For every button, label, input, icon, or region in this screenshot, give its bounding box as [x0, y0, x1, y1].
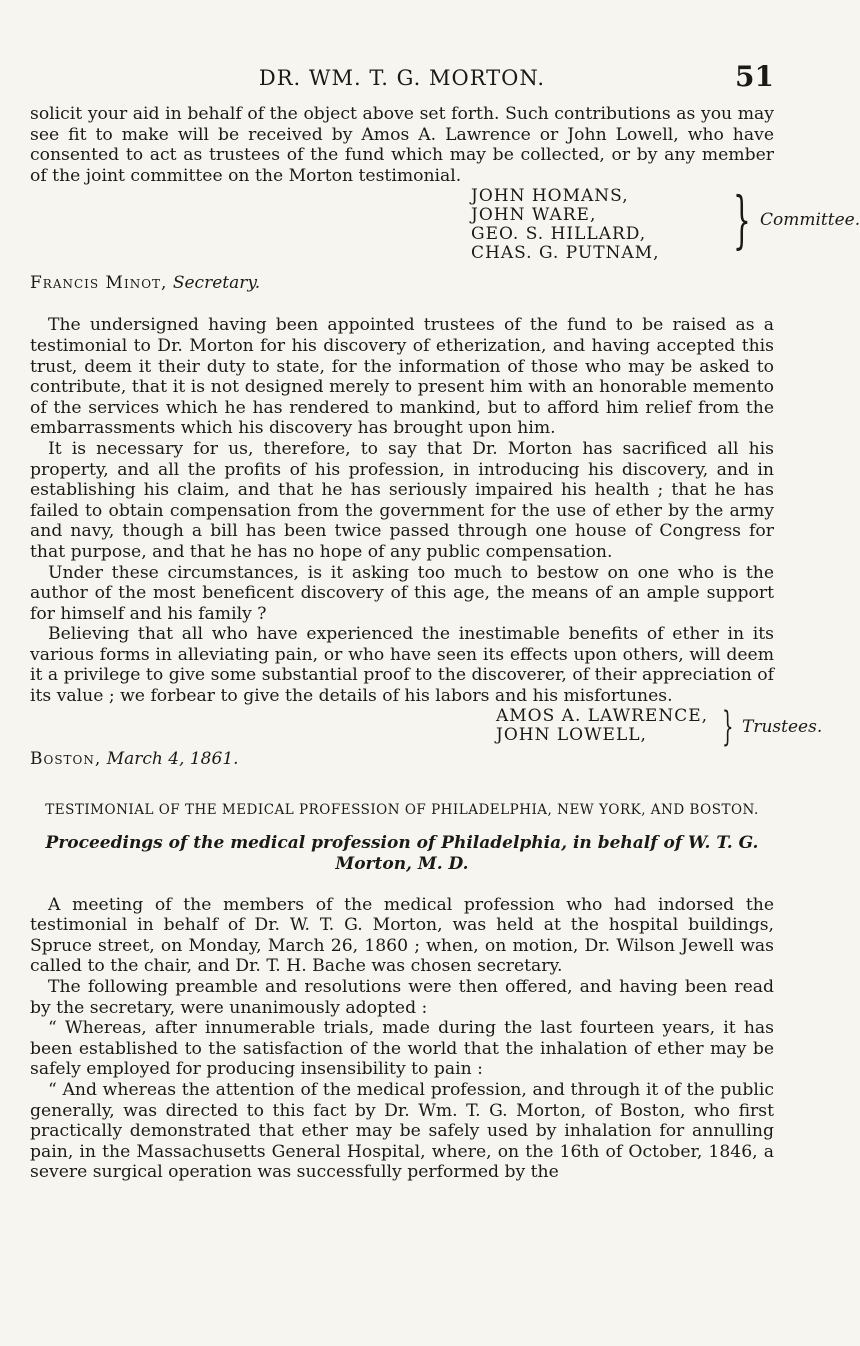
- proceedings-title: Proceedings of the medical profession of Philadelphia, in behalf of W. T. G. Morton, M. D.: [45, 832, 759, 874]
- secretary-name: Francis Minot,: [30, 273, 168, 294]
- committee-member: GEO. S. HILLARD,: [471, 224, 647, 245]
- dateline-place: Boston,: [30, 748, 102, 769]
- running-head-title: DR. WM. T. G. MORTON.: [258, 66, 546, 90]
- section-heading: TESTIMONIAL OF THE MEDICAL PROFESSION OF PHILADELPHIA, NEW YORK, AND BOSTON.: [45, 801, 759, 818]
- committee-member: JOHN WARE,: [471, 205, 597, 226]
- trustees-signature: [30, 703, 823, 750]
- trustees-brace: }: [722, 703, 734, 750]
- secretary-line: [30, 273, 774, 293]
- meeting-paragraph: “ And whereas the attention of the medical profession, and through it of the public generally, was directed to this fact by Dr. Wm. T. G. Morton, of Boston, who first practically demonstrated that ether may be safely used by inhalation for annulling pain, in the Massachusetts General Hospital, where, on the 16th of October, 1846, a severe surgical operation was successfully performed by the: [30, 1080, 774, 1183]
- trustees-paragraph: It is necessary for us, therefore, to say that Dr. Morton has sacrificed all his property, and all the profits of his profession, in introducing his discovery, and in establishing his claim, and that he has seriously impaired his health ; that he has failed to obtain compensation from the government for the use of ether by the army and navy, though a bill has been twice passed through one house of Congress for that purpose, and that he has no hope of any public compensation.: [30, 438, 774, 562]
- trustees-role: Trustees.: [742, 716, 823, 737]
- committee-signature: [30, 183, 860, 271]
- meeting-paragraph: A meeting of the members of the medical profession who had indorsed the testimonial in behalf of Dr. W. T. G. Morton, was held at the hospital buildings, Spruce street, on Monday, March 26, 1860 ; when, on motion, Dr. Wilson Jewell was called to the chair, and Dr. T. H. Bache was chosen secretary.: [30, 894, 774, 977]
- meeting-paragraph: “ Whereas, after innumerable trials, made during the last fourteen years, it has been established to the satisfaction of the world that the inhalation of ether may be safely employed for producing insensibility to pain :: [30, 1018, 774, 1080]
- committee-member: CHAS. G. PUTNAM,: [471, 243, 660, 264]
- trustee-name: JOHN LOWELL,: [496, 724, 647, 745]
- trustees-paragraph: The undersigned having been appointed trustees of the fund to be raised as a testimonial to Dr. Morton for his discovery of etherization, and having accepted this trust, deem it their duty to state, for the information of those who may be asked to contribute, that it is not designed merely to present him with an honorable memento of the services which he has rendered to mankind, but to afford him relief from the embarrassments which his discovery has brought upon him.: [30, 315, 774, 439]
- trustees-paragraph: Under these circumstances, is it asking too much to bestow on one who is the author of the most beneficent discovery of this age, the means of an ample support for himself and his family ?: [30, 562, 774, 624]
- committee-role: Committee.: [760, 210, 860, 231]
- dateline: [30, 749, 774, 769]
- trustee-names: [496, 707, 708, 745]
- dateline-date: March 4, 1861.: [106, 748, 239, 769]
- committee-member: JOHN HOMANS,: [471, 186, 629, 207]
- opening-paragraph: solicit your aid in behalf of the object above set forth. Such contributions as you may see fit to make will be received by Amos A. Lawrence or John Lowell, who have consented to act as trustees of the fund which may be collected, or by any member of the joint committee on the Morton testimonial.: [30, 104, 774, 186]
- page-number: 51: [735, 60, 774, 93]
- trustees-paragraph: Believing that all who have experienced the inestimable benefits of ether in its various forms in alleviating pain, or who have seen its effects upon others, will deem it a privilege to give some substantial proof to the discoverer, of their appreciation of its value ; we forbear to give the details of his labors and his misfortunes.: [30, 624, 774, 707]
- trustee-name: AMOS A. LAWRENCE,: [496, 705, 709, 726]
- secretary-title: Secretary.: [172, 273, 261, 294]
- meeting-paragraph: The following preamble and resolutions were then offered, and having been read by the secretary, were unanimously adopted :: [30, 977, 774, 1018]
- committee-brace: }: [733, 183, 751, 257]
- running-head: [30, 52, 774, 104]
- committee-members: [471, 187, 660, 263]
